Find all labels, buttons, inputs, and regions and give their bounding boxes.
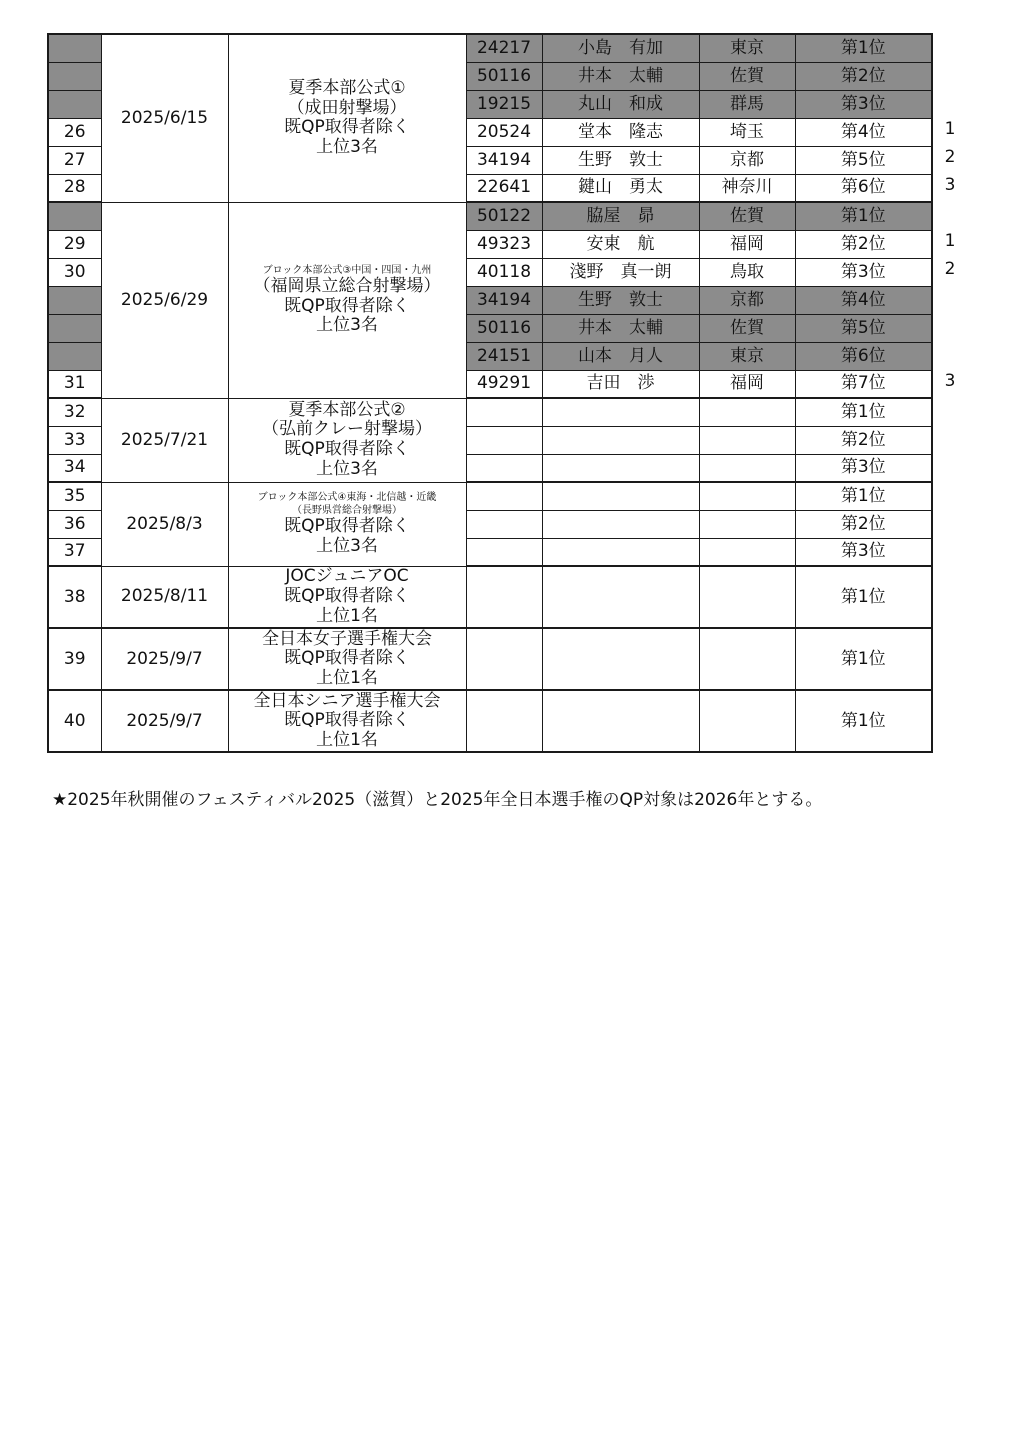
athlete-name [542, 454, 699, 482]
side-order-number: 2 [944, 147, 956, 167]
rank: 第1位 [795, 202, 932, 230]
event-line: 夏季本部公式① [288, 78, 406, 99]
member-id: 49323 [466, 230, 542, 258]
prefecture [699, 454, 795, 482]
entry-number [48, 314, 101, 342]
member-id: 50122 [466, 202, 542, 230]
rank: 第5位 [795, 314, 932, 342]
entry-number: 38 [48, 566, 101, 628]
event-line: 上位3名 [316, 458, 378, 479]
event-line: 上位1名 [316, 729, 378, 750]
athlete-name: 脇屋 昴 [542, 202, 699, 230]
event-date: 2025/8/11 [101, 566, 228, 628]
athlete-name: 丸山 和成 [542, 90, 699, 118]
athlete-name: 堂本 隆志 [542, 118, 699, 146]
event-line: 夏季本部公式② [288, 399, 406, 420]
event-line: 全日本シニア選手権大会 [253, 690, 441, 711]
member-id: 24217 [466, 34, 542, 62]
event-line: ブロック本部公式④東海・北信越・近畿 [257, 492, 437, 504]
entry-number [48, 90, 101, 118]
event-line: 上位1名 [316, 605, 378, 626]
rank: 第2位 [795, 230, 932, 258]
prefecture [699, 566, 795, 628]
entry-number: 33 [48, 426, 101, 454]
athlete-name [542, 566, 699, 628]
athlete-name: 山本 月人 [542, 342, 699, 370]
rank: 第4位 [795, 118, 932, 146]
member-id: 50116 [466, 62, 542, 90]
member-id [466, 510, 542, 538]
athlete-name [542, 690, 699, 752]
event-line: 上位3名 [316, 536, 378, 556]
athlete-name: 井本 太輔 [542, 62, 699, 90]
rank: 第1位 [795, 566, 932, 628]
side-order-number: 2 [944, 259, 956, 279]
rank: 第3位 [795, 258, 932, 286]
entry-number: 31 [48, 370, 101, 398]
athlete-name [542, 482, 699, 510]
member-id: 40118 [466, 258, 542, 286]
event-line: 既QP取得者除く [284, 439, 410, 459]
member-id [466, 482, 542, 510]
event-line: （長野県営総合射撃場） [292, 505, 402, 517]
side-order-number: 1 [944, 119, 956, 139]
rank: 第6位 [795, 342, 932, 370]
rank: 第6位 [795, 174, 932, 202]
event-line: 上位3名 [316, 315, 378, 336]
member-id [466, 690, 542, 752]
event-description [228, 482, 466, 566]
rank: 第7位 [795, 370, 932, 398]
prefecture [699, 510, 795, 538]
event-description [228, 34, 466, 202]
rank: 第1位 [795, 690, 932, 752]
event-date: 2025/8/3 [101, 482, 228, 566]
athlete-name: 井本 太輔 [542, 314, 699, 342]
event-date: 2025/9/7 [101, 690, 228, 752]
event-description [228, 628, 466, 690]
rank: 第2位 [795, 426, 932, 454]
member-id: 49291 [466, 370, 542, 398]
side-order-number: 3 [944, 175, 956, 195]
prefecture [699, 538, 795, 566]
prefecture: 佐賀 [699, 314, 795, 342]
member-id [466, 538, 542, 566]
prefecture: 京都 [699, 286, 795, 314]
event-date: 2025/6/29 [101, 202, 228, 398]
side-order-number: 1 [944, 231, 956, 251]
rank: 第3位 [795, 454, 932, 482]
entry-number [48, 286, 101, 314]
table-row [48, 628, 932, 690]
prefecture [699, 482, 795, 510]
member-id [466, 566, 542, 628]
rank: 第3位 [795, 538, 932, 566]
event-line: （福岡県立総合射撃場） [253, 276, 441, 297]
table-row [48, 690, 932, 752]
rank: 第5位 [795, 146, 932, 174]
entry-number: 30 [48, 258, 101, 286]
entry-number: 37 [48, 538, 101, 566]
entry-number: 35 [48, 482, 101, 510]
table-row [48, 202, 932, 230]
prefecture: 東京 [699, 34, 795, 62]
prefecture [699, 690, 795, 752]
rank: 第3位 [795, 90, 932, 118]
rank: 第2位 [795, 510, 932, 538]
event-line: 上位3名 [316, 136, 378, 157]
entry-number: 34 [48, 454, 101, 482]
event-date: 2025/9/7 [101, 628, 228, 690]
footnote: ★2025年秋開催のフェスティバル2025（滋賀）と2025年全日本選手権のQP対象は2026年とする。 [52, 790, 823, 810]
athlete-name: 安東 航 [542, 230, 699, 258]
athlete-name: 淺野 真一朗 [542, 258, 699, 286]
event-line: 既QP取得者除く [284, 295, 410, 316]
athlete-name [542, 628, 699, 690]
table-row [48, 34, 932, 62]
event-line: 既QP取得者除く [284, 117, 410, 138]
athlete-name: 生野 敦士 [542, 146, 699, 174]
event-line: （成田射撃場） [287, 97, 407, 118]
member-id: 22641 [466, 174, 542, 202]
event-date: 2025/7/21 [101, 398, 228, 482]
athlete-name: 生野 敦士 [542, 286, 699, 314]
qp-results-table [47, 33, 933, 753]
event-description [228, 202, 466, 398]
event-date: 2025/6/15 [101, 34, 228, 202]
member-id: 24151 [466, 342, 542, 370]
table-row [48, 398, 932, 426]
athlete-name: 鍵山 勇太 [542, 174, 699, 202]
prefecture [699, 628, 795, 690]
rank: 第1位 [795, 398, 932, 426]
event-line: JOCジュニアOC [285, 566, 409, 587]
event-line: 既QP取得者除く [284, 516, 410, 537]
member-id [466, 454, 542, 482]
prefecture [699, 426, 795, 454]
member-id: 34194 [466, 286, 542, 314]
member-id: 50116 [466, 314, 542, 342]
rank: 第4位 [795, 286, 932, 314]
prefecture: 東京 [699, 342, 795, 370]
prefecture: 福岡 [699, 370, 795, 398]
rank: 第1位 [795, 628, 932, 690]
rank: 第1位 [795, 34, 932, 62]
entry-number [48, 202, 101, 230]
entry-number: 29 [48, 230, 101, 258]
table-row [48, 482, 932, 510]
entry-number: 28 [48, 174, 101, 202]
rank: 第2位 [795, 62, 932, 90]
side-order-number: 3 [944, 371, 956, 391]
event-description [228, 690, 466, 752]
event-description [228, 566, 466, 628]
event-line: 既QP取得者除く [284, 585, 410, 606]
entry-number: 39 [48, 628, 101, 690]
event-line: 上位1名 [316, 667, 378, 688]
table-row [48, 566, 932, 628]
prefecture: 鳥取 [699, 258, 795, 286]
athlete-name [542, 510, 699, 538]
athlete-name: 吉田 渉 [542, 370, 699, 398]
rank: 第1位 [795, 482, 932, 510]
member-id: 34194 [466, 146, 542, 174]
prefecture: 京都 [699, 146, 795, 174]
event-line: （弘前クレー射撃場） [262, 419, 432, 440]
athlete-name [542, 426, 699, 454]
member-id: 20524 [466, 118, 542, 146]
event-line: 全日本女子選手権大会 [262, 628, 432, 649]
entry-number: 40 [48, 690, 101, 752]
entry-number: 36 [48, 510, 101, 538]
athlete-name [542, 398, 699, 426]
entry-number: 26 [48, 118, 101, 146]
athlete-name: 小島 有加 [542, 34, 699, 62]
prefecture: 佐賀 [699, 202, 795, 230]
member-id [466, 398, 542, 426]
member-id: 19215 [466, 90, 542, 118]
event-line: 既QP取得者除く [284, 710, 410, 731]
prefecture: 埼玉 [699, 118, 795, 146]
entry-number [48, 342, 101, 370]
event-description [228, 398, 466, 482]
event-line: ブロック本部公式③中国・四国・九州 [262, 265, 432, 277]
athlete-name [542, 538, 699, 566]
entry-number: 32 [48, 398, 101, 426]
prefecture: 群馬 [699, 90, 795, 118]
member-id [466, 426, 542, 454]
prefecture [699, 398, 795, 426]
entry-number [48, 62, 101, 90]
event-line: 既QP取得者除く [284, 648, 410, 669]
prefecture: 佐賀 [699, 62, 795, 90]
prefecture: 神奈川 [699, 174, 795, 202]
entry-number: 27 [48, 146, 101, 174]
member-id [466, 628, 542, 690]
entry-number [48, 34, 101, 62]
prefecture: 福岡 [699, 230, 795, 258]
